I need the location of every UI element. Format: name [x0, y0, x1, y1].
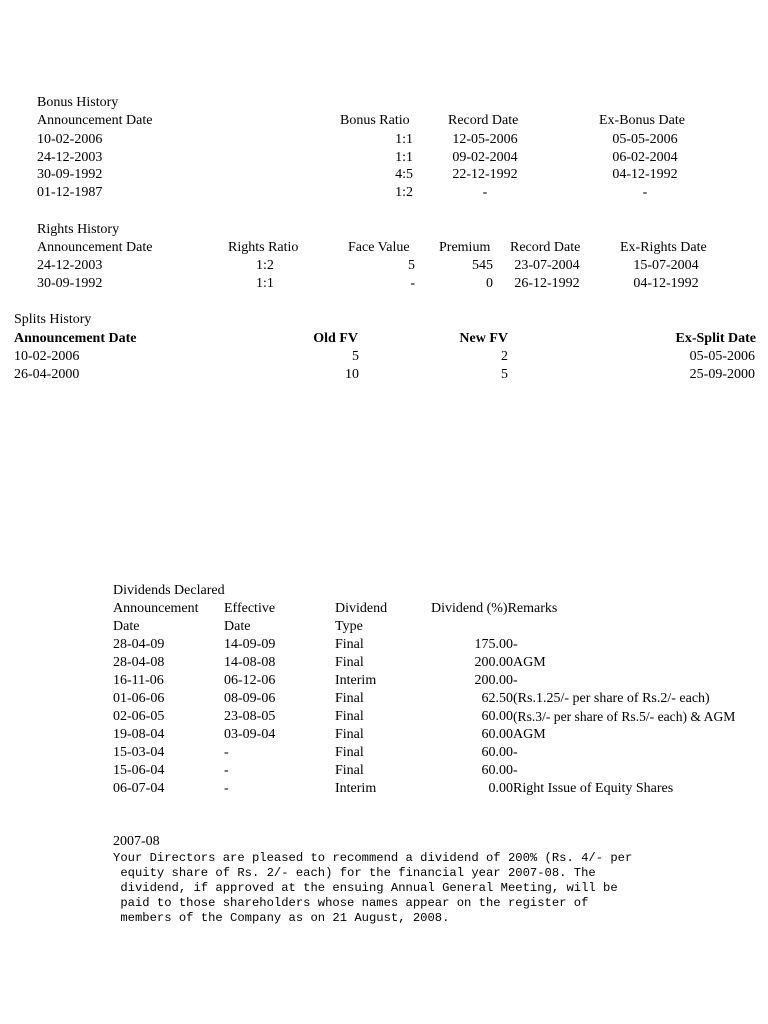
dividend-type: Final	[335, 745, 364, 760]
bonus-ex-date: 06-02-2004	[612, 150, 678, 165]
splits-new-fv: 5	[501, 367, 508, 382]
dividend-remarks: (Rs.1.25/- per share of Rs.2/- each)	[513, 691, 710, 706]
bonus-record-date: 12-05-2006	[452, 132, 518, 147]
dividend-percent: 175.00	[474, 637, 513, 652]
rights-record-date: 23-07-2004	[514, 258, 580, 273]
dividend-effective-date: 14-08-08	[224, 655, 276, 670]
dividend-percent: 60.00	[481, 745, 513, 760]
dividend-announcement-date: 28-04-09	[113, 637, 165, 652]
rights-face-value: -	[410, 276, 415, 291]
dividends-header-announcement: Announcement	[113, 601, 199, 616]
dividend-remarks: AGM	[513, 655, 546, 670]
bonus-announcement-date: 01-12-1987	[37, 185, 103, 200]
rights-ratio: 1:2	[256, 258, 274, 273]
rights-header-announcement: Announcement Date	[37, 240, 153, 255]
dividend-remarks: -	[513, 637, 518, 652]
bonus-record-date: 22-12-1992	[452, 167, 518, 182]
rights-header-ex: Ex-Rights Date	[620, 240, 707, 255]
dividend-percent: 62.50	[481, 691, 513, 706]
dividend-percent: 200.00	[474, 655, 513, 670]
dividend-effective-date: 14-09-09	[224, 637, 276, 652]
bonus-header-announcement: Announcement Date	[37, 113, 153, 128]
rights-record-date: 26-12-1992	[514, 276, 580, 291]
note-line: members of the Company as on 21 August, 2008.	[113, 911, 450, 925]
bonus-ex-date: 04-12-1992	[612, 167, 678, 182]
dividend-remarks: -	[513, 673, 518, 688]
note-line: Your Directors are pleased to recommend a dividend of 200% (Rs. 4/- per	[113, 851, 633, 865]
dividend-effective-date: -	[224, 763, 229, 778]
splits-history-title: Splits History	[14, 312, 92, 327]
dividends-header-effective-date: Date	[224, 619, 251, 634]
rights-announcement-date: 24-12-2003	[37, 258, 103, 273]
dividend-remarks: -	[513, 745, 518, 760]
splits-header-announcement: Announcement Date	[14, 331, 137, 346]
dividend-type: Interim	[335, 673, 377, 688]
dividend-effective-date: 08-09-06	[224, 691, 276, 706]
dividend-type: Final	[335, 691, 364, 706]
rights-header-face: Face Value	[348, 240, 410, 255]
dividend-announcement-date: 01-06-06	[113, 691, 165, 706]
dividend-announcement-date: 19-08-04	[113, 727, 165, 742]
dividend-remarks: AGM	[513, 727, 546, 742]
dividend-remarks: (Rs.3/- per share of Rs.5/- each) & AGM	[513, 709, 736, 724]
rights-header-record: Record Date	[510, 240, 581, 255]
bonus-record-date: 09-02-2004	[452, 150, 518, 165]
dividend-percent: 200.00	[474, 673, 513, 688]
note-line: equity share of Rs. 2/- each) for the financial year 2007-08. The	[113, 866, 596, 880]
rights-header-premium: Premium	[439, 240, 491, 255]
bonus-ratio: 4:5	[395, 167, 413, 182]
bonus-record-date: -	[482, 185, 488, 200]
splits-header-new-fv: New FV	[459, 331, 508, 346]
dividend-effective-date: -	[224, 745, 229, 760]
bonus-ex-date: 05-05-2006	[612, 132, 678, 147]
dividend-announcement-date: 02-06-05	[113, 709, 165, 724]
dividend-remarks: Right Issue of Equity Shares	[513, 781, 674, 796]
rights-premium: 0	[486, 276, 493, 291]
bonus-ratio: 1:1	[395, 150, 413, 165]
bonus-header-ex: Ex-Bonus Date	[599, 113, 685, 128]
dividend-announcement-date: 15-03-04	[113, 745, 165, 760]
rights-history-title: Rights History	[37, 222, 120, 237]
dividends-header-effective: Effective	[224, 601, 276, 616]
splits-header-ex-date: Ex-Split Date	[675, 331, 756, 346]
dividend-announcement-date: 15-06-04	[113, 763, 165, 778]
dividend-announcement-date: 28-04-08	[113, 655, 165, 670]
note-year: 2007-08	[113, 834, 160, 849]
splits-ex-date: 25-09-2000	[689, 367, 755, 382]
bonus-history-title: Bonus History	[37, 95, 119, 110]
dividend-percent: 60.00	[481, 763, 513, 778]
bonus-announcement-date: 24-12-2003	[37, 150, 103, 165]
dividend-percent: 0.00	[488, 781, 513, 796]
dividends-header-announcement-date: Date	[113, 619, 140, 634]
bonus-announcement-date: 10-02-2006	[37, 132, 103, 147]
note-line: dividend, if approved at the ensuing Annual General Meeting, will be	[113, 881, 618, 895]
splits-announcement-date: 26-04-2000	[14, 367, 80, 382]
dividend-remarks: -	[513, 763, 518, 778]
dividend-type: Interim	[335, 781, 377, 796]
dividends-header-percent-remarks: Dividend (%)Remarks	[431, 601, 558, 616]
dividend-type: Final	[335, 727, 364, 742]
dividends-header-type: Dividend	[335, 601, 388, 616]
rights-premium: 545	[472, 258, 493, 273]
bonus-header-record: Record Date	[448, 113, 519, 128]
dividend-announcement-date: 16-11-06	[113, 673, 164, 688]
rights-face-value: 5	[408, 258, 415, 273]
bonus-ratio: 1:2	[395, 185, 413, 200]
splits-new-fv: 2	[501, 349, 508, 364]
splits-announcement-date: 10-02-2006	[14, 349, 80, 364]
rights-ratio: 1:1	[256, 276, 274, 291]
rights-announcement-date: 30-09-1992	[37, 276, 103, 291]
dividend-effective-date: -	[224, 781, 229, 796]
dividend-percent: 60.00	[481, 709, 513, 724]
bonus-header-ratio: Bonus Ratio	[340, 113, 410, 128]
dividend-type: Final	[335, 655, 364, 670]
splits-header-old-fv: Old FV	[313, 331, 358, 346]
rights-ex-date: 04-12-1992	[633, 276, 699, 291]
rights-header-ratio: Rights Ratio	[228, 240, 299, 255]
splits-old-fv: 5	[352, 349, 359, 364]
bonus-ex-date: -	[642, 185, 648, 200]
dividend-percent: 60.00	[481, 727, 513, 742]
dividends-header-type-2: Type	[335, 619, 363, 634]
dividend-type: Final	[335, 709, 364, 724]
dividend-type: Final	[335, 637, 364, 652]
bonus-ratio: 1:1	[395, 132, 413, 147]
dividend-effective-date: 06-12-06	[224, 673, 276, 688]
dividend-effective-date: 23-08-05	[224, 709, 276, 724]
note-line: paid to those shareholders whose names appear on the register of	[113, 896, 589, 910]
bonus-announcement-date: 30-09-1992	[37, 167, 103, 182]
dividend-effective-date: 03-09-04	[224, 727, 276, 742]
dividend-type: Final	[335, 763, 364, 778]
splits-ex-date: 05-05-2006	[689, 349, 755, 364]
dividend-announcement-date: 06-07-04	[113, 781, 165, 796]
dividends-title: Dividends Declared	[113, 583, 225, 598]
rights-ex-date: 15-07-2004	[633, 258, 699, 273]
splits-old-fv: 10	[345, 367, 359, 382]
